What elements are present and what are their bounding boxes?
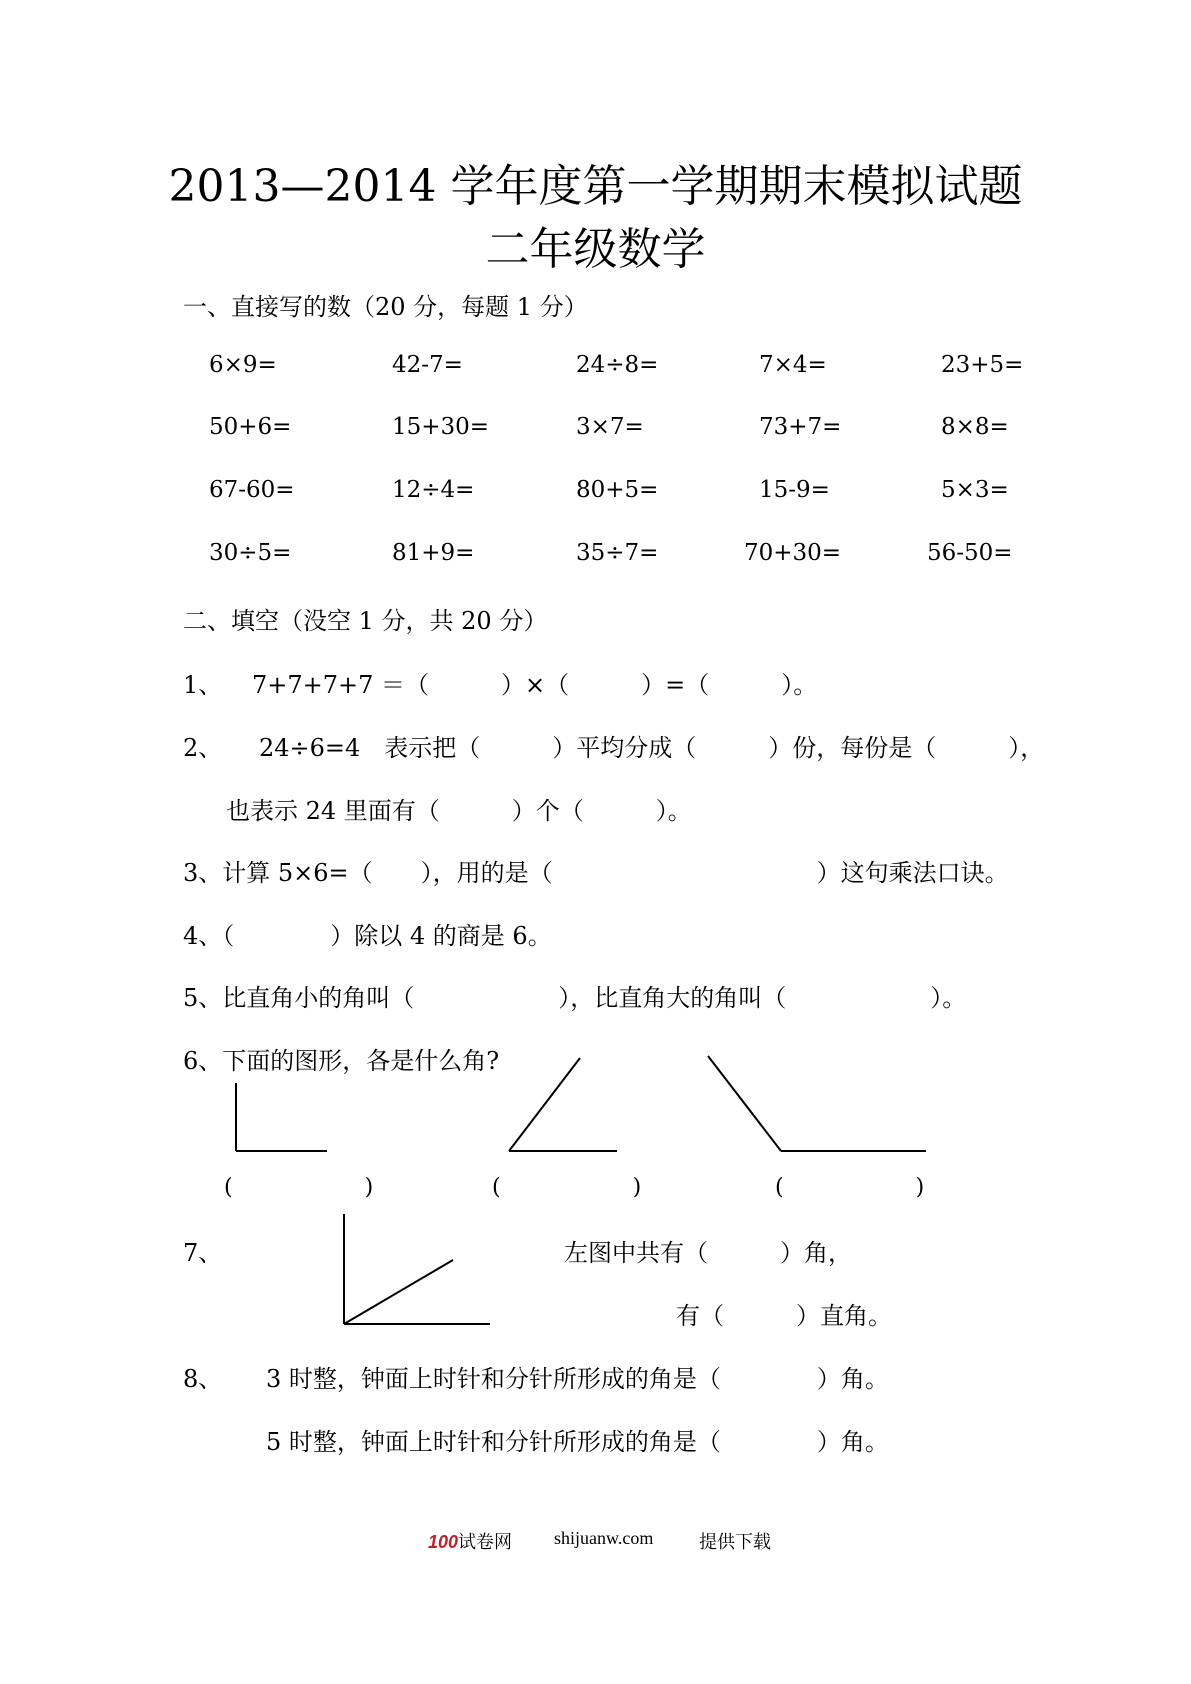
obtuse-angle-figure	[708, 1056, 926, 1151]
question-2: 24÷6=4 表示把（ ）平均分成（ ）份，每份是（ ），	[259, 734, 1045, 762]
question-number: 7、	[183, 1239, 223, 1267]
question-number: 8、	[183, 1365, 223, 1393]
site-name: 试卷网	[458, 1532, 513, 1552]
arith-item: 35÷7=	[576, 540, 659, 566]
question-7-line2: 有（ ）直角。	[676, 1302, 892, 1330]
arith-item: 42-7=	[392, 352, 463, 378]
question-3: 3、计算 5×6=（ ），用的是（ ）这句乘法口诀。	[183, 859, 1009, 887]
arith-item: 30÷5=	[209, 540, 292, 566]
exam-title: 2013—2014 学年度第一学期期末模拟试题	[168, 161, 1023, 212]
arith-item: 8×8=	[941, 414, 1009, 440]
footer-brand	[428, 1528, 512, 1554]
section1-heading: 一、直接写的数（20 分，每题 1 分）	[183, 293, 588, 321]
question-7-line1: 左图中共有（ ）角，	[564, 1239, 852, 1267]
question-4: 4、（ ）除以 4 的商是 6。	[183, 922, 552, 950]
question-8-line2: 5 时整，钟面上时针和分针所形成的角是（ ）角。	[266, 1428, 889, 1456]
arith-item: 12÷4=	[392, 477, 475, 503]
arith-item: 73+7=	[759, 414, 842, 440]
answer-blank: ( )	[492, 1175, 642, 1200]
arith-item: 3×7=	[576, 414, 644, 440]
arith-item: 23+5=	[941, 352, 1024, 378]
answer-blank: ( )	[775, 1175, 925, 1200]
question-number: 1、	[183, 671, 223, 699]
right-angle-figure	[236, 1083, 327, 1151]
arith-item: 24÷8=	[576, 352, 659, 378]
arith-item: 15+30=	[392, 414, 490, 440]
q7-angle-figure	[344, 1214, 490, 1324]
site-logo: 100	[428, 1532, 459, 1552]
exam-subtitle: 二年级数学	[485, 224, 706, 275]
arith-item: 67-60=	[209, 477, 295, 503]
footer-tagline: 提供下载	[699, 1532, 771, 1552]
arith-item: 15-9=	[759, 477, 830, 503]
arith-item: 81+9=	[392, 540, 475, 566]
arith-item: 7×4=	[759, 352, 827, 378]
question-5: 5、比直角小的角叫（ ），比直角大的角叫（ ）。	[183, 984, 967, 1012]
section2-heading: 二、填空（没空 1 分，共 20 分）	[183, 607, 548, 635]
arith-item: 6×9=	[209, 352, 277, 378]
answer-blank: ( )	[224, 1175, 374, 1200]
question-number: 2、	[183, 734, 223, 762]
acute-angle-figure	[509, 1058, 617, 1151]
question-2-line2: 也表示 24 里面有（ ）个（ ）。	[226, 797, 692, 825]
arith-item: 70+30=	[744, 540, 842, 566]
arith-item: 56-50=	[927, 540, 1013, 566]
question-1: 7+7+7+7 ＝（ ）×（ ）=（ ）。	[252, 671, 818, 699]
arith-item: 50+6=	[209, 414, 292, 440]
arith-item: 80+5=	[576, 477, 659, 503]
footer-url[interactable]: shijuanw.com	[554, 1528, 654, 1548]
arith-item: 5×3=	[941, 477, 1009, 503]
question-6: 6、下面的图形，各是什么角?	[183, 1047, 500, 1075]
question-8-line1: 3 时整，钟面上时针和分针所形成的角是（ ）角。	[266, 1365, 889, 1393]
